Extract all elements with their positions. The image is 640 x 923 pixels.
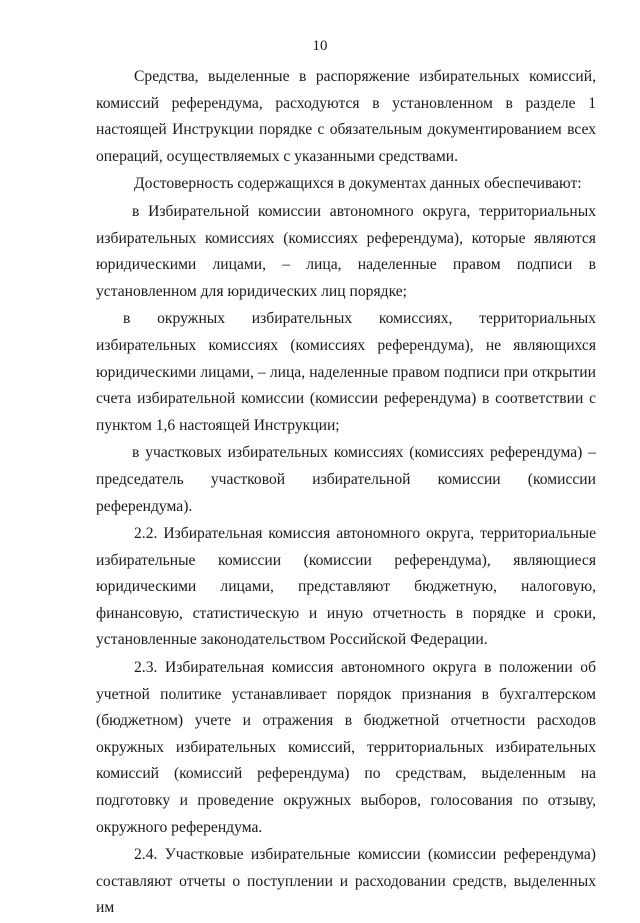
document-body [96,64,596,923]
paragraph-funds-usage: Средства, выделенные в распоряжение избирательных комиссий, комиссий референдума, расходуются в установленном в разделе 1 настоящей Инструкции порядке с обязательным документированием всех операций, осуществляемых с указанными средствами. [96,68,596,165]
paragraph-section-2-2: 2.2. Избирательная комиссия автономного округа, территориальные избирательные комиссии (комиссии референдума), являющиеся юридическими лицами, представляют бюджетную, налоговую, финансовую, статистическую и иную отчетность в порядке и сроки, установленные законодательством Российской Федерации. [96,525,596,649]
page-number: 10 [312,38,328,54]
paragraph-precinct-commissions: в участковых избирательных комиссиях (комиссиях референдума) – председатель участковой избирательной комиссии (комиссии референдума). [96,444,596,515]
paragraph-section-2-3: 2.3. Избирательная комиссия автономного округа в положении об учетной политике устанавливает порядок признания в бухгалтерском (бюджетном) учете и отражения в бюджетной отчетности расходов окружных избирательных комиссий, территориальных избирательных комиссий (комиссий референдума) по средствам, выделенным на подготовку и проведение окружных выборов, голосования по отзыву, окружного референдума. [96,659,596,836]
paragraph-district-commissions: в окружных избирательных комиссиях, территориальных избирательных комиссиях (комиссиях референдума), не являющихся юридическими лицами, – лица, наделенные правом подписи при открытии счета избирательной комиссии (комиссии референдума) в соответствии с пунктом 1,6 настоящей Инструкции; [96,310,596,434]
paragraph-section-2-4: 2.4. Участковые избирательные комиссии (комиссии референдума) составляют отчеты о поступлении и расходовании средств, выделенных им [96,846,596,917]
paragraph-data-reliability: Достоверность содержащихся в документах данных обеспечивают: [134,175,582,193]
paragraph-okrug-commission: в Избирательной комиссии автономного округа, территориальных избирательных комиссиях (комиссиях референдума), которые являются юридическими лицами, – лица, наделенные правом подписи в установленном для юридических лиц порядке; [96,202,596,300]
